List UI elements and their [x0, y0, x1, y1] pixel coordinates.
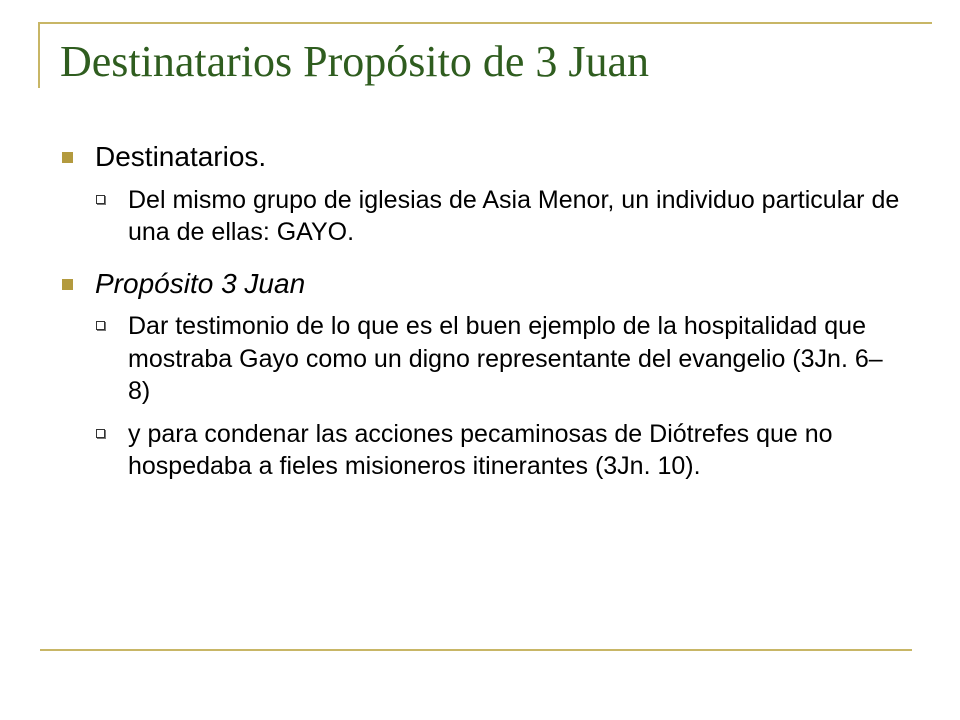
sub-bullet: [62, 310, 902, 408]
top-rule: [40, 22, 932, 24]
slide-title: Destinatarios Propósito de 3 Juan: [60, 37, 650, 86]
left-rule: [38, 22, 40, 88]
sub-bullet-text: Del mismo grupo de iglesias de Asia Menor, un individuo particular de una de ellas: GAYO.: [128, 185, 900, 247]
sub-bullet-text: Dar testimonio de lo que es el buen ejemplo de la hospitalidad que mostraba Gayo como un digno representante del evangelio (3Jn. 6–8): [128, 312, 883, 406]
bullet-destinatarios: [62, 140, 902, 174]
sub-bullet-text: y para condenar las acciones pecaminosas de Diótrefes que no hospedaba a fieles misioneros itinerantes (3Jn. 10).: [128, 419, 833, 481]
hollow-square-bullet-icon: [96, 195, 105, 204]
sub-bullet: [62, 184, 902, 249]
square-bullet-icon: [62, 152, 73, 163]
bullet-text: Propósito 3 Juan: [95, 267, 306, 299]
bullet-proposito: [62, 267, 902, 301]
slide-content: [62, 140, 902, 483]
hollow-square-bullet-icon: [96, 429, 105, 438]
bottom-rule: [40, 649, 912, 651]
sub-bullet: [62, 418, 902, 483]
bullet-text: Destinatarios.: [95, 141, 267, 172]
hollow-square-bullet-icon: [96, 321, 105, 330]
square-bullet-icon: [62, 279, 73, 290]
